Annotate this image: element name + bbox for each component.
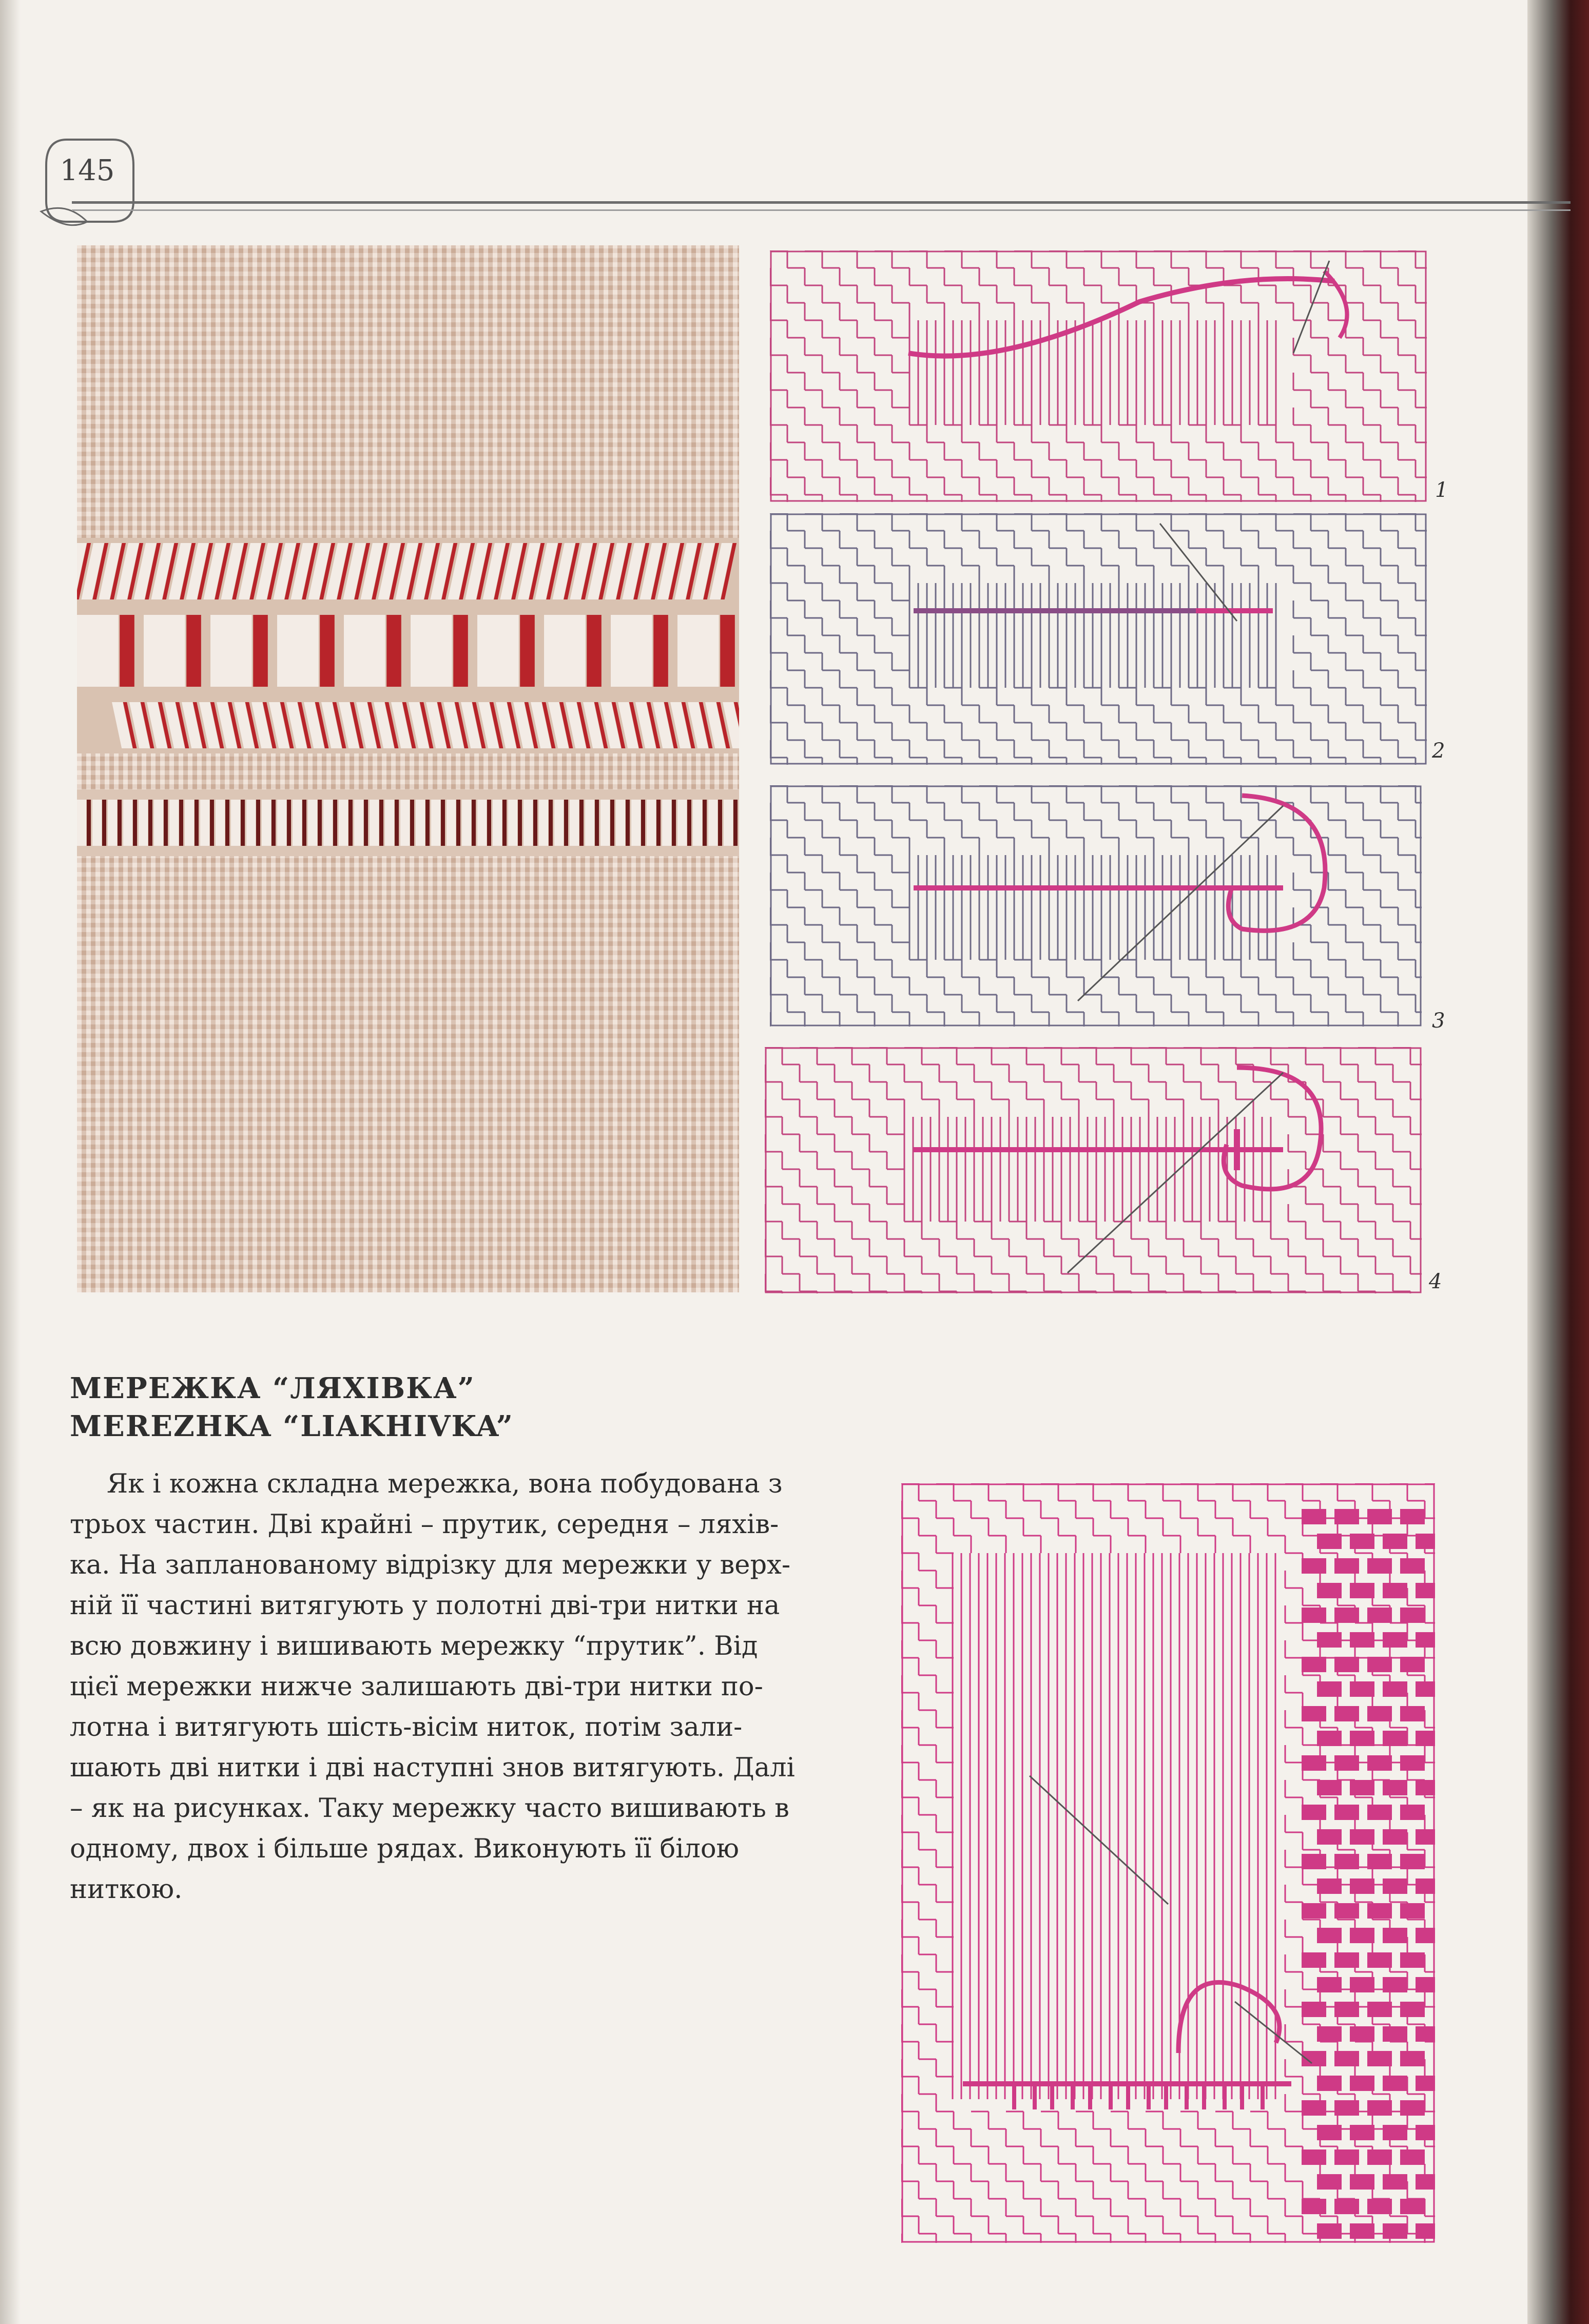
body-line: ка. На запланованому відрізку для мережки у верх-: [70, 1550, 791, 1580]
diagram-3: [770, 785, 1422, 1027]
diagram-4: [765, 1047, 1422, 1293]
header-rule-thin: [72, 209, 1571, 211]
section-title-uk: МЕРЕЖКА “ЛЯХІВКА”: [70, 1371, 475, 1405]
liakhivka-embroidery: [77, 538, 739, 753]
diagram-1-label: 1: [1435, 478, 1448, 502]
body-line: всю довжину і вишивають мережку “прутик”. Від: [70, 1631, 758, 1661]
diagram-large: [901, 1483, 1435, 2243]
section-title-en: MEREZHKA “LIAKHIVKA”: [70, 1409, 514, 1443]
header-rule: [72, 201, 1571, 204]
body-line: лотна і витягують шість-вісім ниток, потім зали-: [70, 1712, 743, 1742]
diagram-4-label: 4: [1429, 1270, 1442, 1293]
body-line: одному, двох і більше рядах. Виконують її білою: [70, 1834, 740, 1864]
body-text: [70, 1464, 870, 1910]
diagram-3-label: 3: [1432, 1009, 1445, 1033]
body-line: ниткою.: [70, 1874, 183, 1905]
diagram-2: [770, 513, 1427, 765]
body-line: шають дві нитки і дві наступні знов витягують. Далі: [70, 1753, 795, 1783]
fabric-photo: [77, 245, 739, 1292]
body-line: Як і кожна складна мережка, вона побудована з: [107, 1469, 783, 1499]
page-number: 145: [60, 154, 115, 187]
body-line: трьох частин. Дві крайні – прутик, середня – ляхів-: [70, 1509, 779, 1540]
body-line: ній її частині витягують у полотні дві-три нитки на: [70, 1591, 780, 1621]
diagram-1: [770, 250, 1427, 502]
hemstitch-row: [77, 789, 739, 856]
body-line: цієї мережки нижче залишають дві-три нитки по-: [70, 1672, 763, 1702]
book-spine-edge: [1527, 0, 1589, 2324]
diagram-2-label: 2: [1432, 739, 1445, 763]
body-line: – як на рисунках. Таку мережку часто вишивають в: [70, 1793, 789, 1824]
page-shadow: [0, 0, 21, 2324]
